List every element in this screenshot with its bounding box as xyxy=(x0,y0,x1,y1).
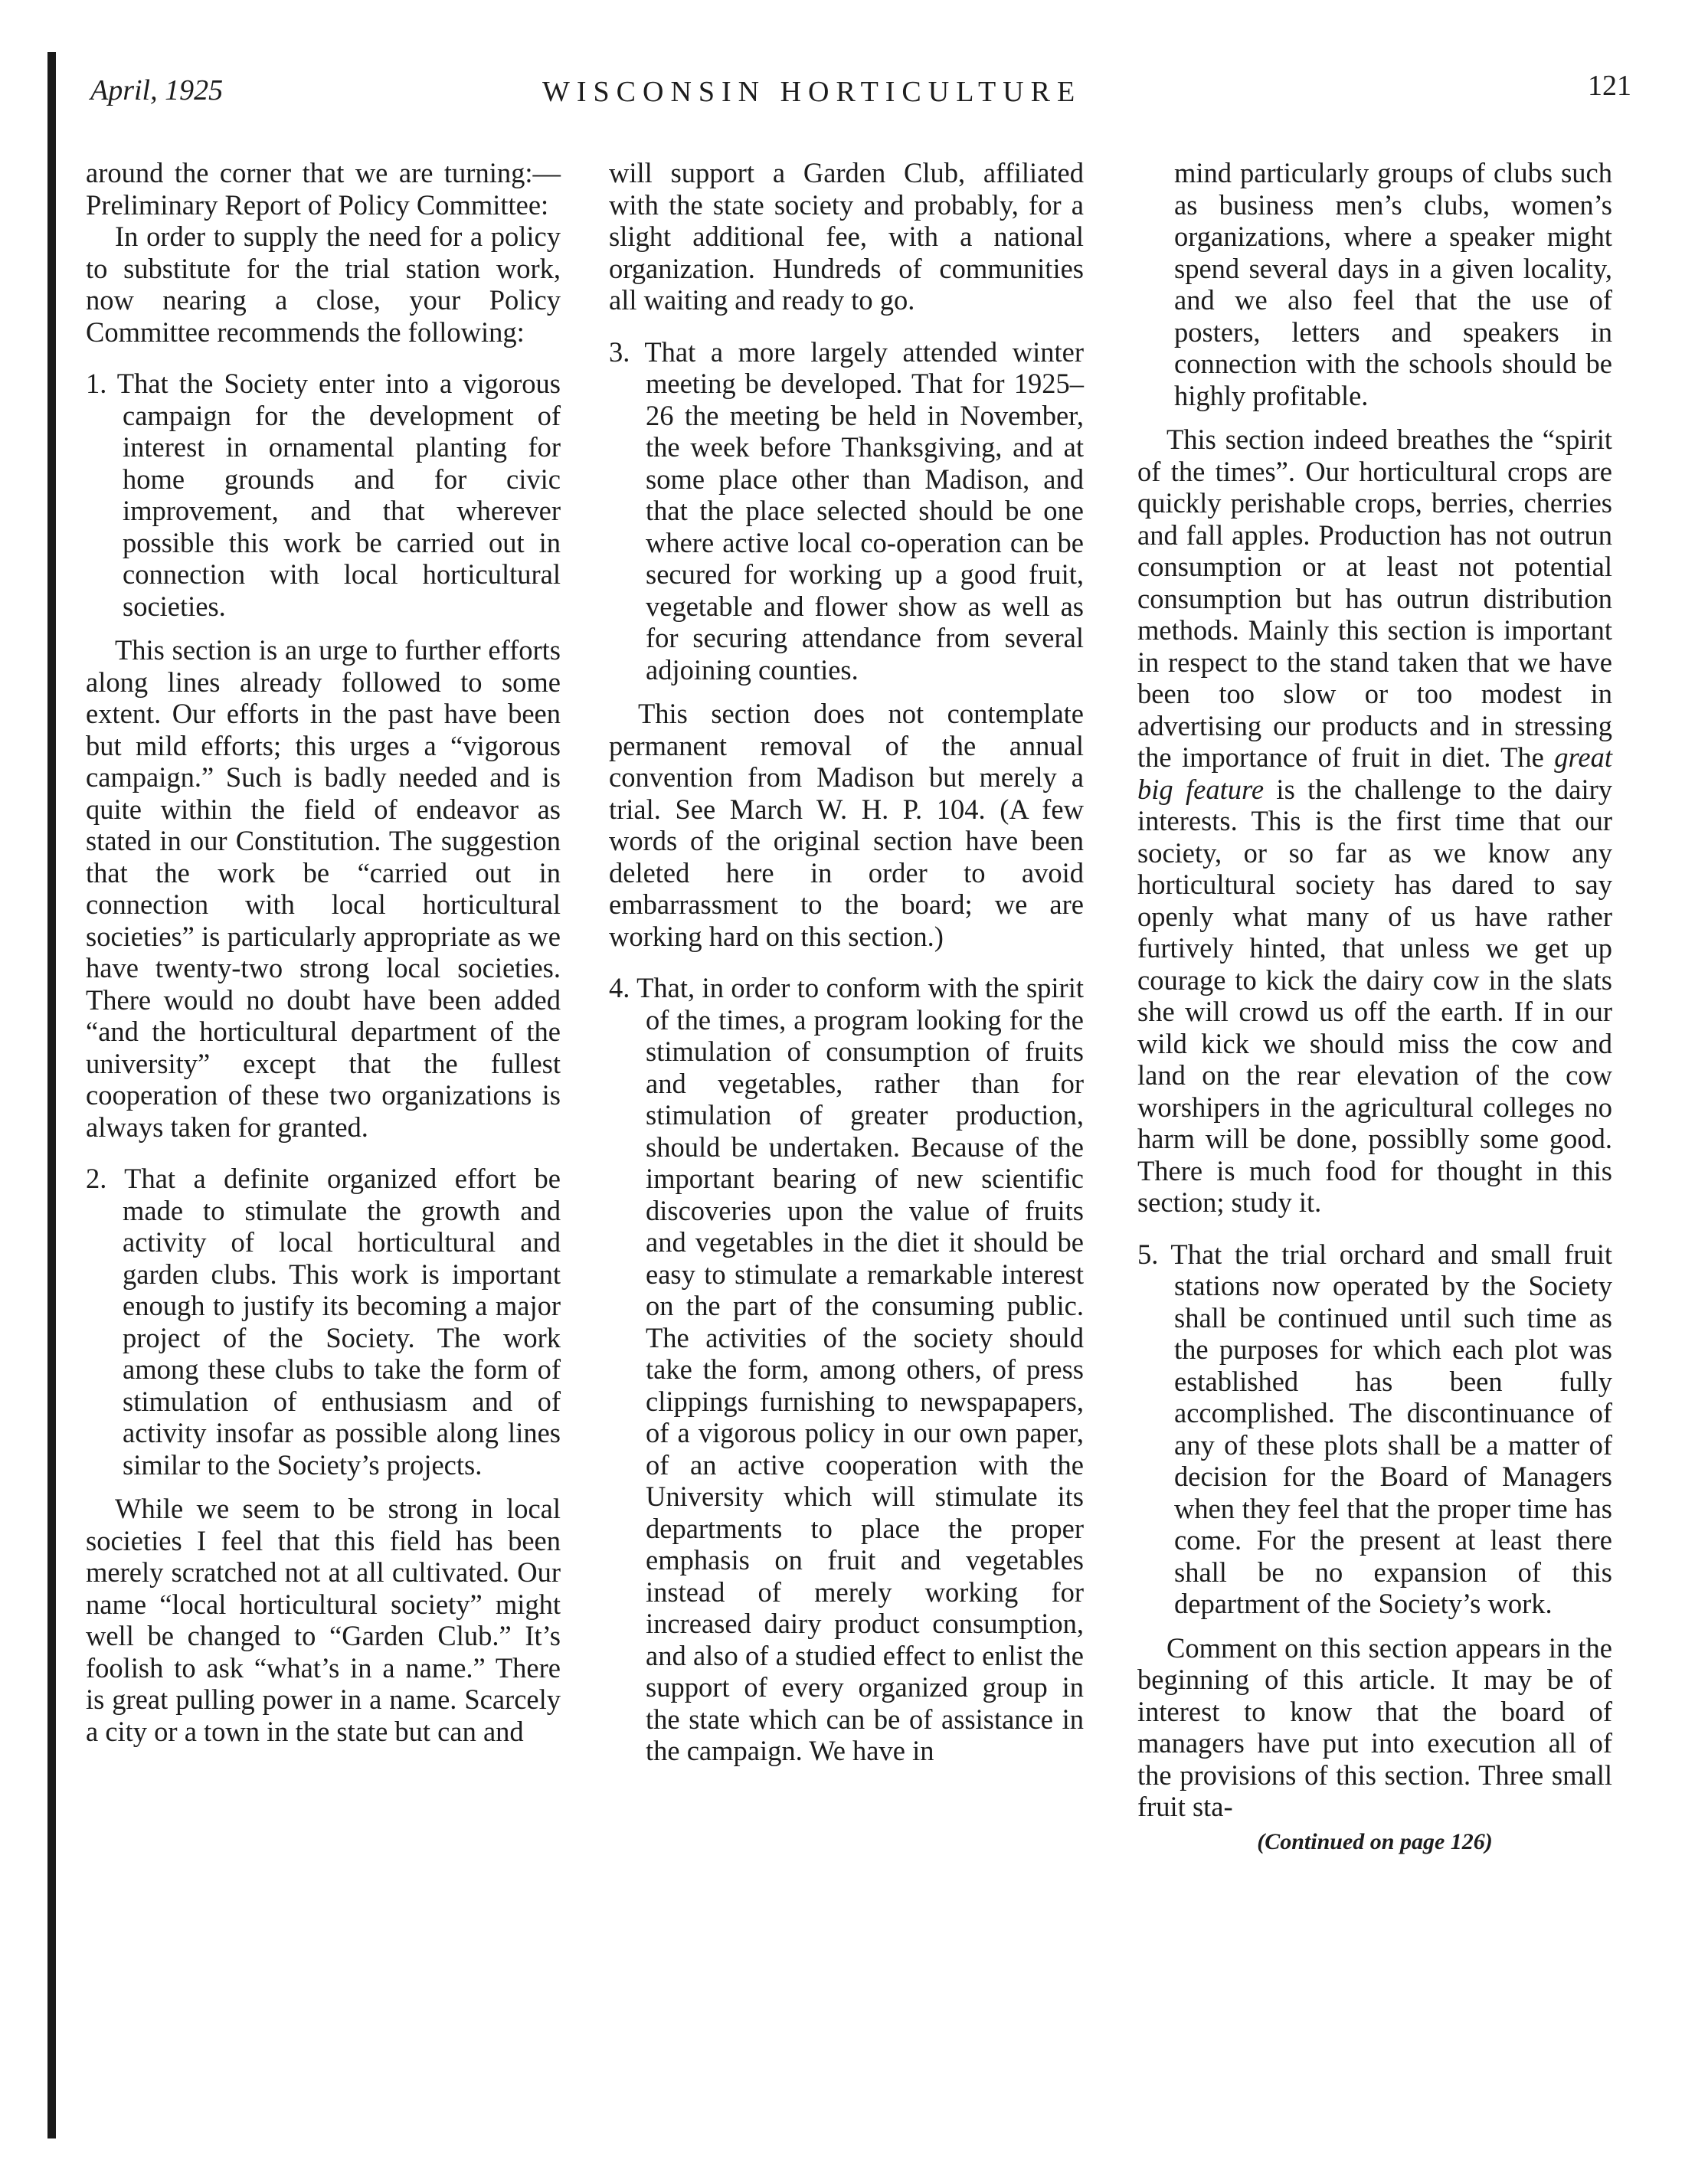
paragraph: This section does not contemplate permanent removal of the annual convention from Madison but merely a trial. See March W. H. P. 104. (A few words of the original section have been deleted here in order to avoid embarrassment to the board; we are working hard on this section.) xyxy=(609,698,1084,952)
running-header xyxy=(90,69,1631,123)
text-column-right xyxy=(1137,157,1612,2118)
list-item-4-continued: mind particularly groups of clubs such as business men’s clubs, women’s organizations, where a speaker might spend several days in a given locality, and we also feel that the use of posters, letters and speakers in connection with the schools should be highly profitable. xyxy=(1174,157,1612,411)
text-column-left xyxy=(86,157,561,2118)
paragraph: While we seem to be strong in local societies I feel that this field has been merely scratched not at all cultivated. Our name “local horticultural society” might well be changed to “Garden Club.” It’s foolish to ask “what’s in a name.” There is great pulling power in a name. Scarcely a city or a town in the state but can and xyxy=(86,1493,561,1747)
paragraph: This section is an urge to further efforts along lines already followed to some extent. Our efforts in the past have been but mild efforts; this urges a “vigorous campaign.” Such is badly needed and is quite within the field of endeavor as stated in our Constitution. The suggestion that the work be “carried out in connection with local horticultural societies” is particularly appropriate as we have twenty-two strong local societies. There would no doubt have been added “and the horticultural department of the university” except that the fullest cooperation of these two organizations is always taken for granted. xyxy=(86,634,561,1143)
paragraph: around the corner that we are turning:—Preliminary Report of Policy Committee: xyxy=(86,157,561,221)
list-item-5: 5. That the trial orchard and small fruit stations now operated by the Society shall be continued until such time as the purposes for which each plot was established has been fully accomplished. The discontinuance of any of these plots shall be a matter of decision for the Board of Managers when they feel that the proper time has come. For the present at least there shall be no expansion of this department of the Society’s work. xyxy=(1137,1238,1612,1619)
emphasis-text: great big feature xyxy=(1137,741,1612,805)
list-item-2: 2. That a definite organized effort be made to stimulate the growth and activity of local horticultural and garden clubs. This work is important enough to justify its becoming a major project of the Society. The work among these clubs to take the form of stimulation of enthusiasm and of activity insofar as possible along lines similar to the Society’s projects. xyxy=(86,1163,561,1481)
paragraph: will support a Garden Club, affiliated with the state society and probably, for a slight additional fee, with a national organization. Hundreds of communities all waiting and ready to go. xyxy=(609,157,1084,316)
list-item-1: 1. That the Society enter into a vigorous campaign for the development of interest in ornamental planting for home grounds and for civic improvement, and that wherever possible this work be carried out in connection with local horticultural societies. xyxy=(86,368,561,622)
paragraph: In order to supply the need for a policy to substitute for the trial station work, now nearing a close, your Policy Committee recommends the following: xyxy=(86,221,561,348)
paragraph-text: is the challenge to the dairy interests. This is the first time that our society, or so far as we know any horticultural society has dared to say openly what many of us have rather furtively hinted, that unless we get up courage to kick the dairy cow in the slats she will crowd us off the earth. If in our wild kick we should miss the cow and land on the rear elevation of the cow worshipers in the agricultural colleges no harm will be done, possiblly some good. There is much food for thought in this section; study it. xyxy=(1137,773,1613,1218)
binding-edge-line xyxy=(47,52,56,2138)
issue-date: April, 1925 xyxy=(90,74,224,106)
paragraph-text: This section indeed breathes the “spirit of the times”. Our horticultural crops are quickly perishable crops, berries, cherries and fall apples. Production has not outrun consumption or at least not potential consumption but has outrun distribution methods. Mainly this section is important in respect to the stand taken that we have been too slow or too modest in advertising our products and in stressing the importance of fruit in diet. The xyxy=(1137,424,1612,773)
list-item-4: 4. That, in order to conform with the spirit of the times, a program looking for the stimulation of consumption of fruits and vegetables, rather than for stimulation of greater production, should be undertaken. Because of the important bearing of new scientific discoveries upon the value of fruits and vegetables in the diet it should be easy to stimulate a remarkable interest on the part of the consuming public. The activities of the society should take the form, among others, of press clippings furnishing to newspapapers, of a vigorous policy in our own paper, of an active cooperation with the University which will stimulate its departments to place the proper emphasis on fruit and vegetables instead of merely working for increased dairy product consumption, and also of a studied effect to enlist the support of every organized group in the state which can be of assistance in the campaign. We have in xyxy=(609,972,1084,1766)
paragraph xyxy=(1137,424,1612,1219)
continued-note: (Continued on page 126) xyxy=(1257,1828,1493,1854)
paragraph: Comment on this section appears in the beginning of this article. It may be of interest to know that the board of managers have put into execution all of the provisions of this section. Three small fruit sta- xyxy=(1137,1631,1612,1822)
journal-title: WISCONSIN HORTICULTURE xyxy=(542,76,1082,108)
list-item-3: 3. That a more largely attended winter meeting be developed. That for 1925–26 the meeting be held in November, the week before Thanksgiving, and at some place other than Madison, and that the place selected should be one where active local co-operation can be secured for working up a good fruit, vegetable and flower show as well as for securing attendance from several adjoining counties. xyxy=(609,335,1084,686)
page-number: 121 xyxy=(1588,70,1631,102)
text-column-middle xyxy=(609,157,1084,2118)
